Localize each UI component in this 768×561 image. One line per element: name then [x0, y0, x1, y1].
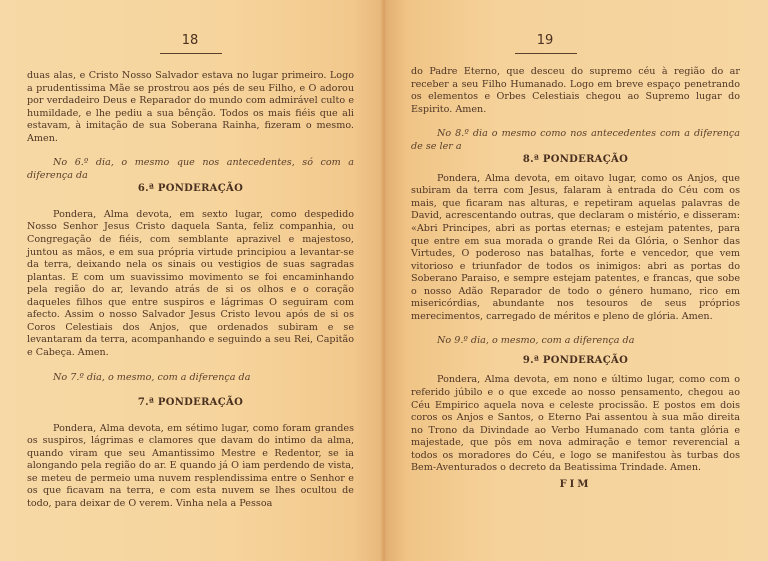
paragraph: Pondera, Alma devota, em sexto lugar, como despedido Nosso Senhor Jesus Cristo daquela Santa, feliz companhia, ou Congregação de fiéis, com semblante aprazivel e majestoso, juntou as mãos, e em sua própria virtude principiou a levantar-se da terra, deixando nela os sinais ou vestigios de suas sagradas plantas. E com um suavissimo movimento se foi encaminhando pela região do ar, levando atrás de si os olhos e o coração daqueles filhos que entre suspiros e lágrimas O seguiram com afecto. Assim o nosso Salvador Jesus Cristo levou após de si os Coros Celestiais dos Anjos, que ordenados subiram e se levantaram da terra, acompanhando e seguindo a seu Rei, Capitão e Cabeça. Amen.: [27, 208, 354, 358]
paragraph: do Padre Eterno, que desceu do supremo céu à região do ar receber a seu Filho Humanado. Logo em breve espaço penetrando os elementos e Orbes Celestiais chegou ao Supremo lugar do Espirito. Amen.: [411, 66, 740, 115]
end-marker: FIM: [559, 478, 592, 490]
italic-instruction: No 8.º dia o mesmo como nos antecedentes com a diferença de se ler a: [411, 128, 740, 152]
book-gutter: [381, 0, 387, 561]
paragraph: Pondera, Alma devota, em sétimo lugar, como foram grandes os suspiros, lágrimas e clamores que davam do intimo da alma, quando viram que seu Amantissimo Mestre e Redentor, se ia alongando pela região do ar. E quando já O iam perdendo de vista, se meteu de permeio uma nuvem resplendissima entre o Senhor e os que ficavam na terra, e com esta nuvem se lhes ocultou de todo, para deixar de O verem. Vinha nela a Pessoa: [27, 422, 354, 509]
page-number-right: 19: [536, 33, 554, 48]
paragraph: Pondera, Alma devota, em oitavo lugar, como os Anjos, que subiram da terra com Jesus, falaram à entrada do Céu com os mais, que ficaram nas alturas, e repetiram aquelas palavras de David, acrescentando outras, que declaram o mistério, e disseram: «Abri Principes, abri as portas eternas; e estejam patentes, para que entre em sua morada o grande Rei da Glória, o Senhor das Virtudes, O poderoso nas batalhas, forte e vencedor, que vem vitorioso e triunfador de todos os inimigos: abri as portas do Soberano Paraiso, e sempre estejam patentes, e francas, que sobe o nosso Adão Reparador de todo o género humano, rico em misericórdias, abundante nos tesouros de seus próprios merecimentos, carregado de méritos e pleno de glória. Amen.: [411, 172, 740, 322]
italic-instruction: No 6.º dia, o mesmo que nos antecedentes, só com a diferença da: [27, 157, 354, 181]
paragraph: Pondera, Alma devota, em nono e último lugar, como com o referido júbilo e o que excede ao nosso pensamento, chegou ao Céu Empirico aquela nova e celeste procissão. E postos em dois coros os Anjos e Santos, o Eterno Pai assentou à sua mão direita no Trono da Divindade ao Verbo Humanado com tanta glória e majestade, que pôs em nova admiração e temor reverencial a todos os moradores do Céu, e logo se manifestou às turbas dos Bem-Aventurados o decreto da Beatissima Trindade. Amen.: [411, 374, 740, 474]
left-page-body: [27, 70, 354, 510]
page-number-rule-right: [515, 53, 577, 54]
page-number-rule-left: [160, 53, 222, 54]
section-heading: 7.ª PONDERAÇÃO: [137, 397, 244, 409]
italic-instruction: No 7.º dia, o mesmo, com a diferença da: [53, 372, 251, 384]
italic-instruction: No 9.º dia, o mesmo, com a diferença da: [437, 335, 635, 347]
section-heading: 6.ª PONDERAÇÃO: [137, 183, 244, 195]
paragraph: duas alas, e Cristo Nosso Salvador estava no lugar primeiro. Logo a prudentissima Mãe se prostrou aos pés de seu Filho, e O adorou por verdadeiro Deus e Reparador do mundo com admirável culto e humildade, e lhe pediu a sua bênção. Todos os mais fiéis que ali estavam, à imitação de sua Soberana Rainha, fizeram o mesmo. Amen.: [27, 70, 354, 144]
section-heading: 8.ª PONDERAÇÃO: [522, 154, 629, 166]
page-number-left: 18: [181, 33, 199, 48]
section-heading: 9.ª PONDERAÇÃO: [522, 354, 629, 366]
right-page-body: [411, 66, 740, 491]
right-page: [384, 0, 768, 561]
